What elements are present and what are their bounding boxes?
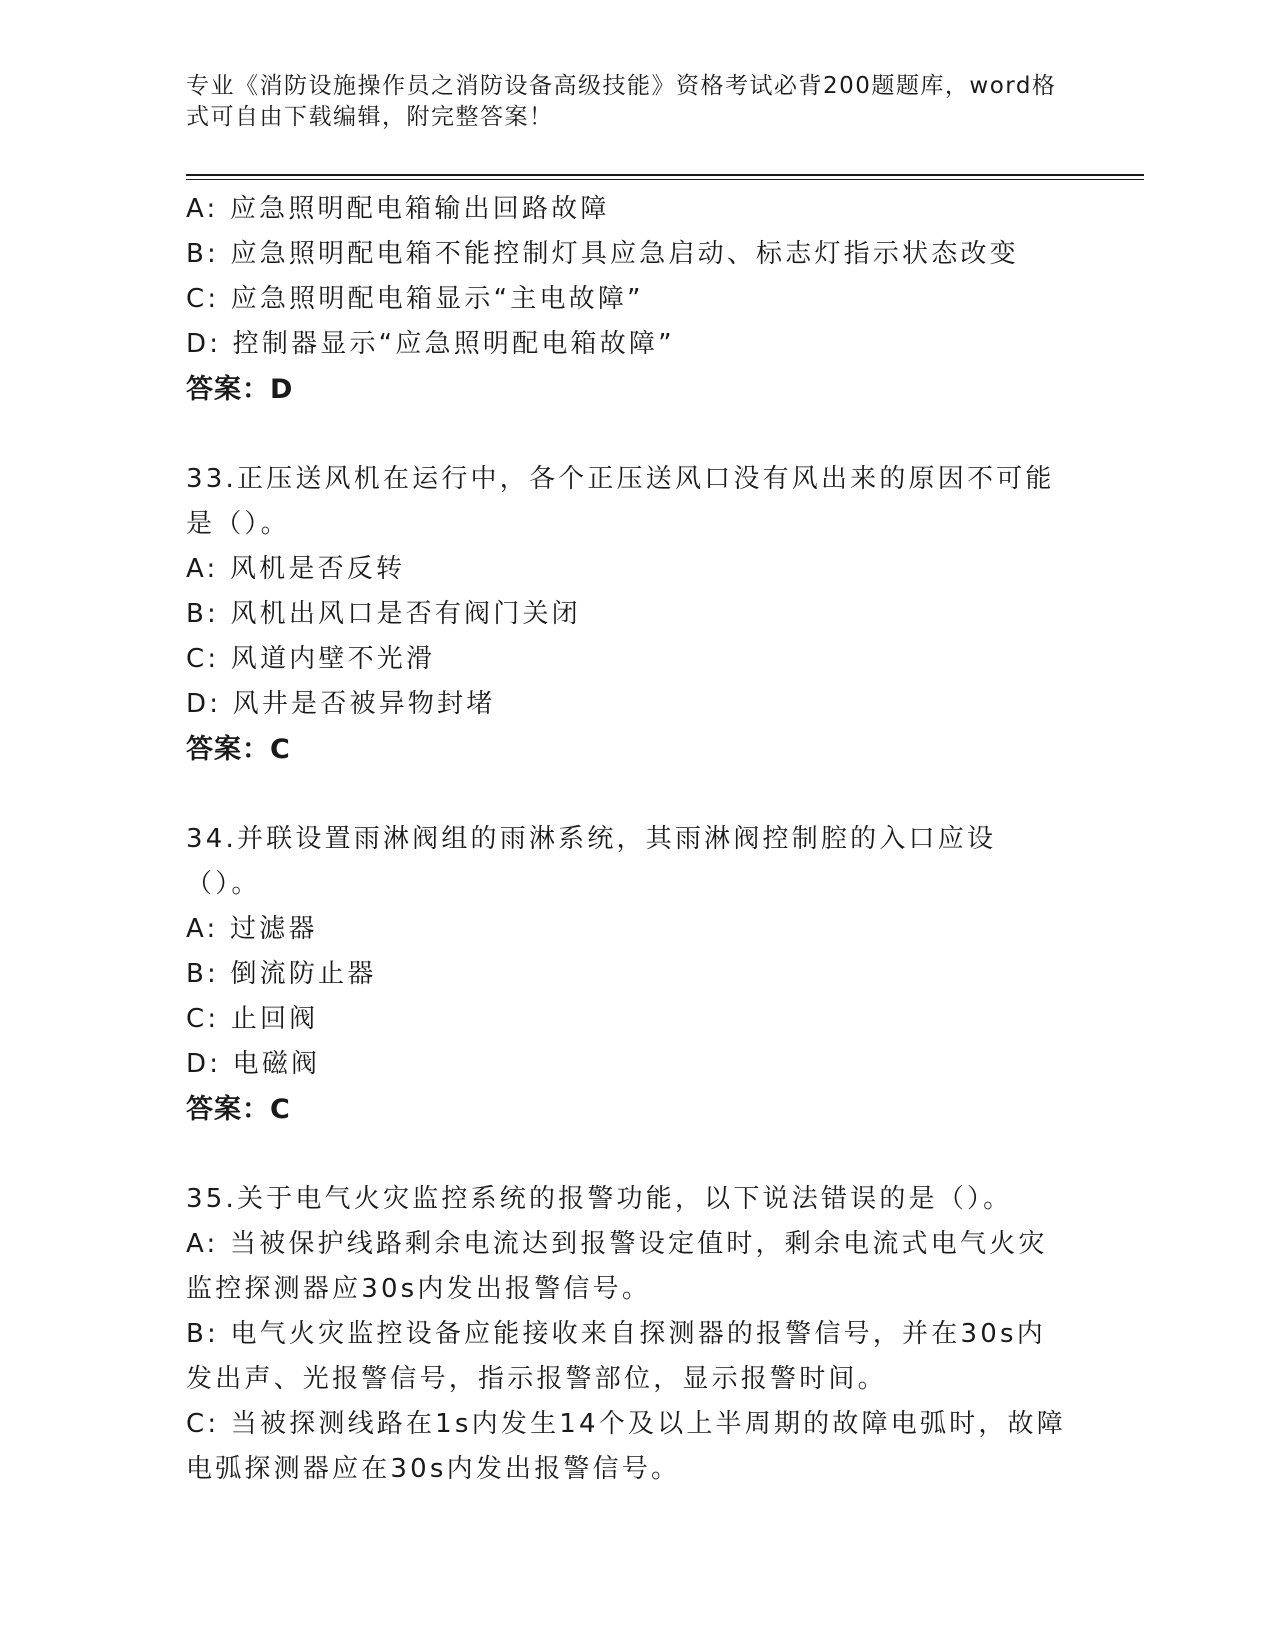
option-c: C: 应急照明配电箱显示“主电故障” (186, 284, 644, 314)
option-c: C: 止回阀 (186, 1004, 319, 1034)
option-d: D: 风井是否被异物封堵 (186, 689, 496, 719)
header-divider-thin (186, 179, 1144, 180)
spacer (186, 412, 1066, 457)
question-34-block (186, 817, 1066, 1132)
answer-line: 答案：C (186, 734, 291, 765)
question-content (186, 187, 1066, 1492)
answer-line: 答案：C (186, 1094, 291, 1125)
option-d: D: 控制器显示“应急照明配电箱故障” (186, 329, 675, 359)
option-b: B: 倒流防止器 (186, 959, 377, 989)
spacer (186, 772, 1066, 817)
option-b: B: 应急照明配电箱不能控制灯具应急启动、标志灯指示状态改变 (186, 239, 1019, 269)
option-a: A: 应急照明配电箱输出回路故障 (186, 194, 610, 224)
option-b: B: 电气火灾监控设备应能接收来自探测器的报警信号，并在30s内发出声、光报警信号，指示报警部位，显示报警时间。 (186, 1319, 1046, 1394)
question-stem: 34.并联设置雨淋阀组的雨淋系统，其雨淋阀控制腔的入口应设（）。 (186, 824, 997, 899)
spacer (186, 1132, 1066, 1177)
header-divider-thick (186, 174, 1144, 176)
answer-line: 答案：D (186, 374, 294, 405)
question-stem: 33.正压送风机在运行中，各个正压送风口没有风出来的原因不可能是（）。 (186, 464, 1055, 539)
option-c: C: 风道内壁不光滑 (186, 644, 436, 674)
option-b: B: 风机出风口是否有阀门关闭 (186, 599, 581, 629)
option-c: C: 当被探测线路在1s内发生14个及以上半周期的故障电弧时，故障电弧探测器应在30s内发出报警信号。 (186, 1409, 1066, 1484)
question-32-block (186, 187, 1066, 412)
question-stem: 35.关于电气火灾监控系统的报警功能，以下说法错误的是（）。 (186, 1184, 1013, 1214)
option-d: D: 电磁阀 (186, 1049, 321, 1079)
option-a: A: 风机是否反转 (186, 554, 406, 584)
option-a: A: 当被保护线路剩余电流达到报警设定值时，剩余电流式电气火灾监控探测器应30s内发出报警信号。 (186, 1229, 1048, 1304)
document-header: 专业《消防设施操作员之消防设备高级技能》资格考试必背200题题库，word格式可自由下载编辑，附完整答案！ (186, 73, 1057, 130)
question-35-block (186, 1177, 1066, 1492)
question-33-block (186, 457, 1066, 772)
option-a: A: 过滤器 (186, 914, 318, 944)
